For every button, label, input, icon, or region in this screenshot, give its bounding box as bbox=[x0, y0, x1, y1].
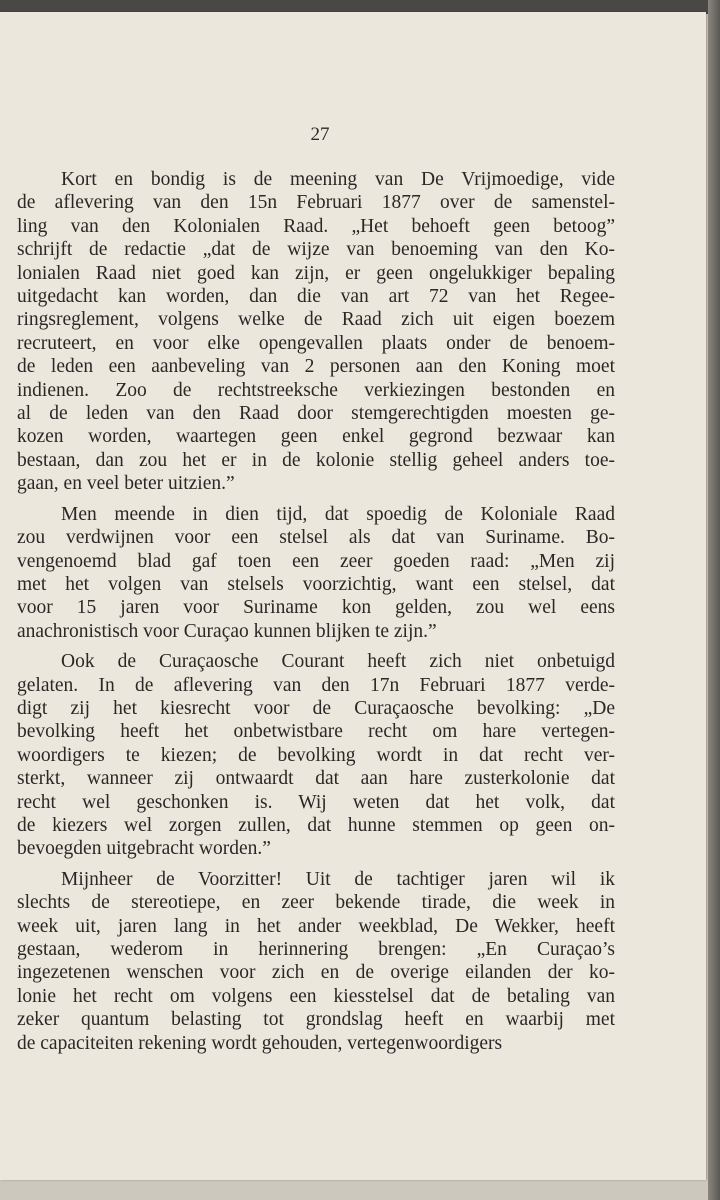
text-line: bevolking heeft het onbetwistbare recht om hare vertegen- bbox=[17, 721, 615, 743]
text-line: week uit, jaren lang in het ander weekblad, De Wekker, heeft bbox=[17, 915, 615, 937]
text-line: schrijft de redactie „dat de wijze van benoeming van den Ko- bbox=[17, 239, 615, 261]
text-line: slechts de stereotiepe, en zeer bekende tirade, die week in bbox=[17, 892, 615, 914]
paragraph bbox=[17, 503, 615, 643]
paragraph bbox=[17, 868, 615, 1055]
body-text bbox=[17, 168, 615, 1062]
text-line: de leden een aanbeveling van 2 personen aan den Koning moet bbox=[17, 356, 615, 378]
text-line: uitgedacht kan worden, dan die van art 72 van het Regee- bbox=[17, 286, 615, 308]
text-line: zou verdwijnen voor een stelsel als dat van Suriname. Bo- bbox=[17, 527, 615, 549]
text-line: bevoegden uitgebracht worden.” bbox=[17, 838, 271, 860]
text-line: gestaan, wederom in herinnering brengen: „En Curaçao’s bbox=[17, 939, 615, 960]
text-line: voor 15 jaren voor Suriname kon gelden, zou wel eens bbox=[17, 597, 615, 619]
text-line: ringsreglement, volgens welke de Raad zich uit eigen boezem bbox=[17, 309, 615, 331]
text-line: Mijnheer de Voorzitter! Uit de tachtiger jaren wil ik bbox=[61, 868, 615, 890]
text-line: kozen worden, waartegen geen enkel gegrond bezwaar kan bbox=[17, 426, 615, 448]
text-line: digt zij het kiesrecht voor de Curaçaosche bevolking: „De bbox=[17, 697, 615, 719]
text-line: Kort en bondig is de meening van De Vrijmoedige, vide bbox=[61, 169, 615, 190]
text-line: gaan, en veel beter uitzien.” bbox=[17, 473, 235, 495]
text-line: recht wel geschonken is. Wij weten dat het volk, dat bbox=[17, 791, 615, 813]
text-line: Ook de Curaçaosche Courant heeft zich niet onbetuigd bbox=[61, 651, 615, 673]
text-line: al de leden van den Raad door stemgerechtigden moesten ge- bbox=[17, 403, 615, 425]
text-line: bestaan, dan zou het er in de kolonie stellig geheel anders toe- bbox=[17, 449, 615, 471]
book-page bbox=[0, 12, 706, 1180]
paragraph bbox=[17, 168, 615, 496]
scan-right-edge bbox=[708, 0, 720, 1200]
text-line: vengenoemd blad gaf toen een zeer goeden raad: „Men zij bbox=[17, 550, 615, 572]
text-line: de kiezers wel zorgen zullen, dat hunne stemmen op geen on- bbox=[17, 814, 615, 836]
text-line: Men meende in dien tijd, dat spoedig de Koloniale Raad bbox=[61, 503, 615, 525]
text-line: lonialen Raad niet goed kan zijn, er geen ongelukkiger bepaling bbox=[17, 262, 615, 284]
page-number: 27 bbox=[310, 124, 330, 145]
text-line: ling van den Kolonialen Raad. „Het behoeft geen betoog” bbox=[17, 215, 615, 237]
text-line: de aflevering van den 15n Februari 1877 over de samenstel- bbox=[17, 192, 615, 214]
text-line: anachronistisch voor Curaçao kunnen blijken te zijn.” bbox=[17, 620, 437, 642]
paragraph bbox=[17, 650, 615, 861]
text-line: ingezetenen wenschen voor zich en de overige eilanden der ko- bbox=[17, 962, 615, 984]
text-line: met het volgen van stelsels voorzichtig, want een stelsel, dat bbox=[17, 573, 615, 595]
text-line: woordigers te kiezen; de bevolking wordt in dat recht ver- bbox=[17, 744, 615, 766]
text-line: recruteert, en voor elke opengevallen plaats onder de benoem- bbox=[17, 332, 615, 354]
text-line: lonie het recht om volgens een kiesstelsel dat de betaling van bbox=[17, 985, 615, 1007]
text-line: indienen. Zoo de rechtstreeksche verkiezingen bestonden en bbox=[17, 379, 615, 401]
text-line: zeker quantum belasting tot grondslag heeft en waarbij met bbox=[17, 1009, 615, 1031]
text-line: de capaciteiten rekening wordt gehouden, vertegenwoordigers bbox=[17, 1032, 503, 1054]
text-line: gelaten. In de aflevering van den 17n Februari 1877 verde- bbox=[17, 674, 615, 696]
text-line: sterkt, wanneer zij ontwaardt dat aan hare zusterkolonie dat bbox=[17, 768, 615, 790]
